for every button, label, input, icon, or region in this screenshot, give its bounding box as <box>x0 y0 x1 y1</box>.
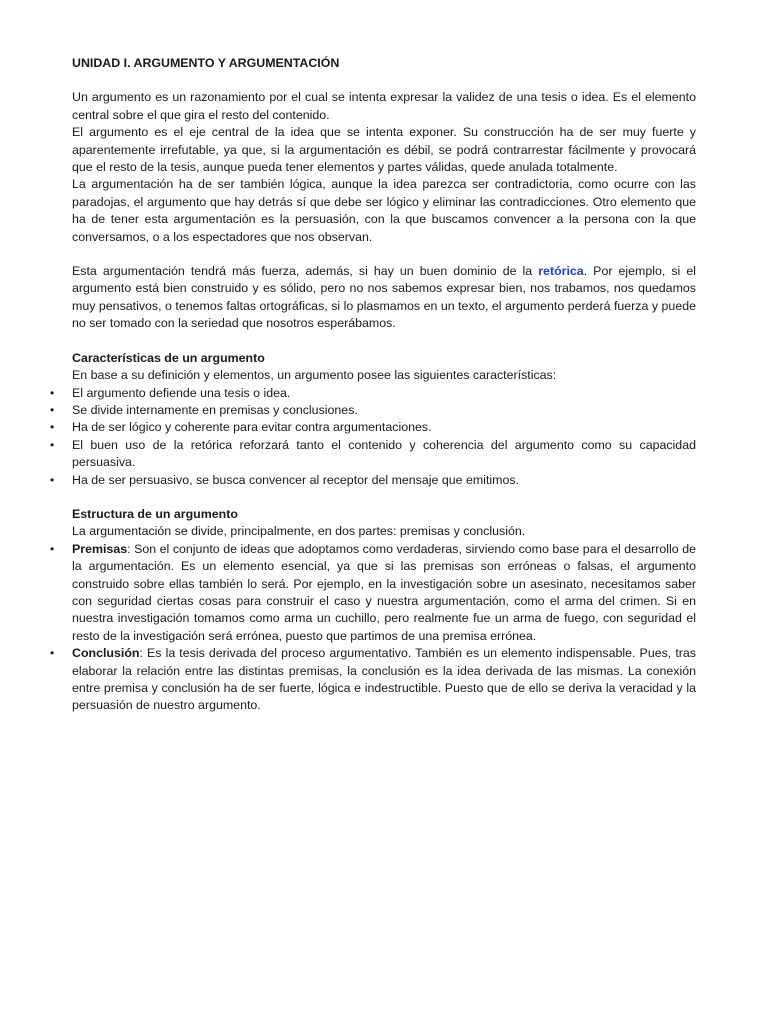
characteristics-lead: En base a su definición y elementos, un argumento posee las siguientes características: <box>72 368 557 383</box>
list-item: • Se divide internamente en premisas y conclusiones. <box>72 402 696 419</box>
rhetoric-text-after: . Por ejemplo, si el argumento está bien construido y es sólido, pero no nos sabemos expresar bien, nos trabamos, nos quedamos muy pensativos, o tenemos faltas ortográficas, si lo plasmamos en un texto, el argumento perderá fuerza y puede no ser tomado con la seriedad que nosotros esperábamos. <box>72 264 696 331</box>
list-item: • Ha de ser lógico y coherente para evitar contra argumentaciones. <box>72 419 696 436</box>
bullet-icon: • <box>50 472 55 487</box>
list-item: • Ha de ser persuasivo, se busca convencer al receptor del mensaje que emitimos. <box>72 472 696 489</box>
page-title: UNIDAD I. ARGUMENTO Y ARGUMENTACIÓN <box>72 56 340 70</box>
term-premisas: Premisas <box>72 541 128 556</box>
term-conclusion: Conclusión <box>72 646 140 661</box>
list-item: • El buen uso de la retórica reforzará tanto el contenido y coherencia del argumento como su capacidad persuasiva. <box>50 437 696 470</box>
list-item-conclusion: • Conclusión: Es la tesis derivada del proceso argumentativo. También es un elemento indispensable. Pues, tras elaborar la relación entre las distintas premisas, la conclusión es la idea derivada de las mismas. La conexión entre premisa y conclusión ha de ser fuerte, lógica e indestructible. Puesto que de ello se deriva la veracidad y la persuasión de nuestro argumento. <box>50 646 696 713</box>
bullet-icon: • <box>50 402 55 417</box>
structure-list <box>50 541 696 715</box>
characteristics-heading: Características de un argumento <box>72 350 265 365</box>
bullet-icon: • <box>50 541 55 556</box>
bullet-icon: • <box>50 420 55 435</box>
structure-heading: Estructura de un argumento <box>72 506 238 521</box>
intro-paragraph-1: Un argumento es un razonamiento por el cual se intenta expresar la validez de una tesis o idea. Es el elemento central sobre el que gira el resto del contenido. <box>72 90 696 122</box>
characteristics-list <box>50 385 696 489</box>
list-item-premisas: • Premisas: Son el conjunto de ideas que adoptamos como verdaderas, sirviendo como base para el desarrollo de la argumentación. Es un elemento esencial, ya que si las premisas son erróneas o falsas, el argumento construido sobre ellas también lo será. Por ejemplo, en la investigación sobre un asesinato, necesitamos saber con seguridad ciertas cosas para construir el caso y nuestra argumentación, como el arma del crimen. Si en nuestra investigación tomamos como arma un cuchillo, pero realmente fue un arma de fuego, con seguridad el resto de la investigación será errónea, puesto que partimos de una premisa errónea. <box>50 541 696 643</box>
intro-paragraph-2: El argumento es el eje central de la idea que se intenta exponer. Su construcción ha de ser muy fuerte y aparentemente irrefutable, ya que, si la argumentación es débil, se podrá contrarrestar fácilmente y provocará que el resto de la tesis, aunque pueda tener elementos y partes válidas, quede anulada totalmente. <box>72 125 696 175</box>
bullet-icon: • <box>50 437 55 452</box>
list-item: • El argumento defiende una tesis o idea. <box>72 385 696 402</box>
bullet-icon: • <box>50 646 55 661</box>
rhetoric-text-before: Esta argumentación tendrá más fuerza, además, si hay un buen dominio de la <box>72 264 539 279</box>
intro-paragraph-3: La argumentación ha de ser también lógica, aunque la idea parezca ser contradictoria, como ocurre con las paradojas, el argumento que hay detrás sí que debe ser lógico y eliminar las contradicciones. Otro elemento que ha de tener esta argumentación es la persuasión, con la que buscamos convencer a la persona con la que conversamos, o a los espectadores que nos observan. <box>72 177 696 244</box>
retorica-link[interactable]: retórica <box>538 264 584 279</box>
rhetoric-paragraph <box>72 263 696 333</box>
bullet-icon: • <box>50 385 55 400</box>
structure-lead: La argumentación se divide, principalmente, en dos partes: premisas y conclusión. <box>72 524 526 539</box>
